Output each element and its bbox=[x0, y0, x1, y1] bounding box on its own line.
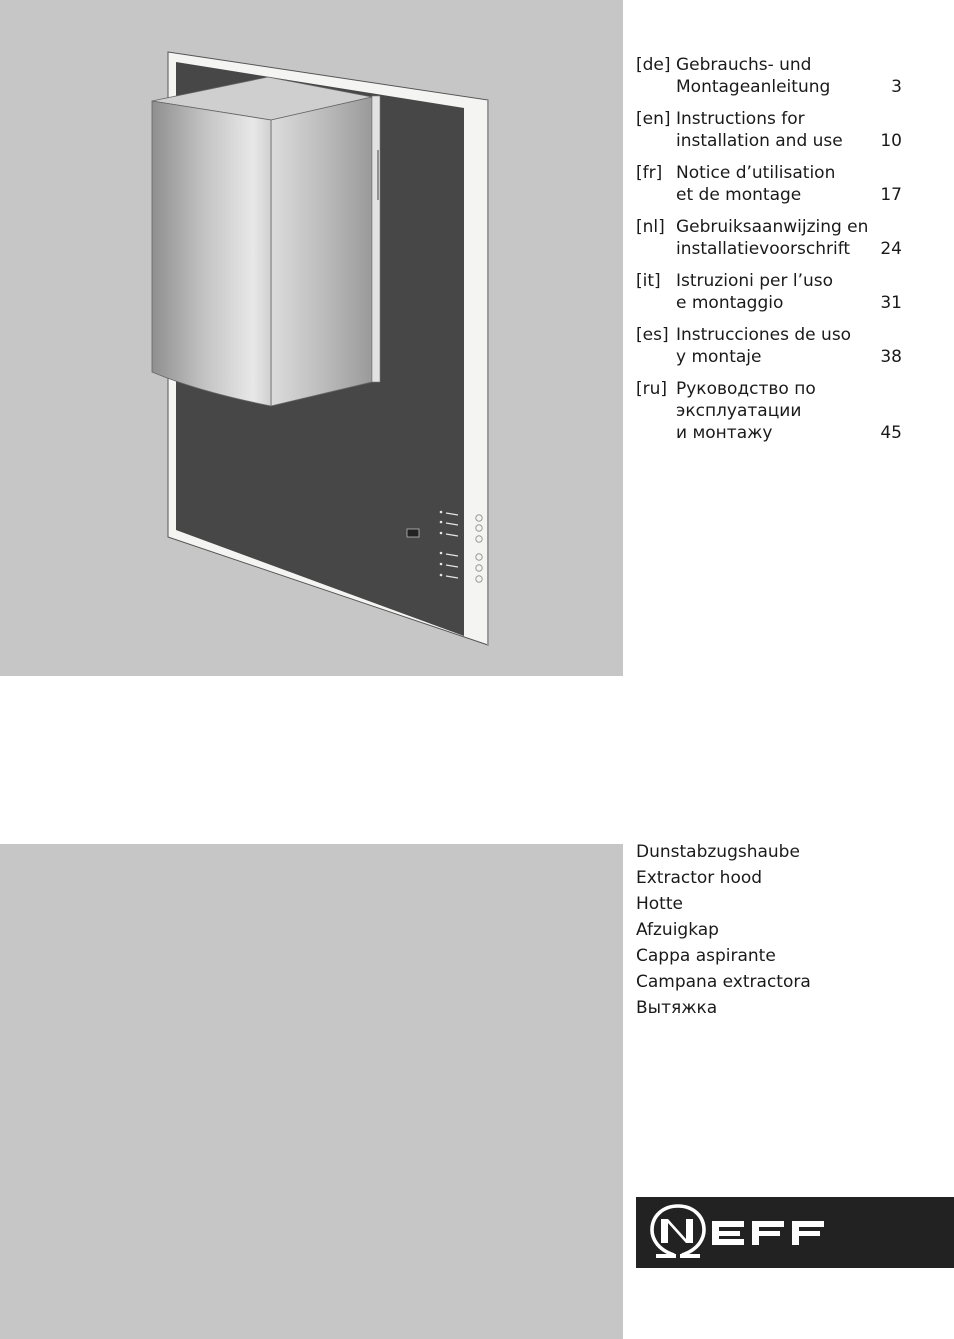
product-name-it: Cappa aspirante bbox=[636, 946, 776, 966]
toc-language-code: [en] bbox=[636, 109, 671, 129]
product-name-es: Campana extractora bbox=[636, 972, 811, 992]
toc-title-line: installatievoorschrift bbox=[676, 239, 851, 259]
toc-title-line: Istruzioni per l’uso bbox=[676, 271, 834, 291]
toc-language-code: [es] bbox=[636, 325, 669, 345]
toc-title-line: Gebrauchs- und bbox=[676, 55, 812, 75]
product-name-ru: Вытяжка bbox=[636, 998, 718, 1018]
toc-entry-es[interactable] bbox=[636, 324, 902, 368]
product-name-nl: Afzuigkap bbox=[636, 920, 719, 940]
toc-language-code: [it] bbox=[636, 271, 661, 291]
product-name-en: Extractor hood bbox=[636, 868, 763, 888]
toc-title-line: Montageanleitung bbox=[676, 77, 831, 97]
toc-page-number: 38 bbox=[880, 347, 902, 367]
toc-title-line: y montaje bbox=[676, 347, 762, 367]
toc-title-line: Gebruiksaanwijzing en bbox=[676, 217, 869, 237]
toc-title-line: e montaggio bbox=[676, 293, 784, 313]
brand-bar bbox=[636, 1197, 954, 1268]
toc-title-line: Руководство по bbox=[676, 379, 816, 399]
toc-title-line: et de montage bbox=[676, 185, 802, 205]
toc-page-number: 45 bbox=[880, 423, 902, 443]
toc-entry-de[interactable] bbox=[636, 54, 902, 98]
toc-title-line: Notice d’utilisation bbox=[676, 163, 836, 183]
toc-title-line: Instructions for bbox=[676, 109, 805, 129]
toc-entry-it[interactable] bbox=[636, 270, 902, 314]
toc-language-code: [fr] bbox=[636, 163, 663, 183]
table-of-contents bbox=[636, 54, 902, 454]
toc-page-number: 31 bbox=[880, 293, 902, 313]
toc-title-line: Instrucciones de uso bbox=[676, 325, 852, 345]
toc-entry-nl[interactable] bbox=[636, 216, 902, 260]
product-name-list bbox=[636, 839, 811, 1021]
toc-page-number: 24 bbox=[880, 239, 902, 259]
toc-page-number: 17 bbox=[880, 185, 902, 205]
neff-logo-icon bbox=[646, 1201, 846, 1263]
toc-title-line: installation and use bbox=[676, 131, 843, 151]
extractor-hood-illustration-icon bbox=[140, 45, 500, 655]
bottom-gray-panel bbox=[0, 844, 623, 1339]
product-name-fr: Hotte bbox=[636, 894, 683, 914]
toc-page-number: 10 bbox=[880, 131, 902, 151]
toc-language-code: [nl] bbox=[636, 217, 665, 237]
toc-entry-fr[interactable] bbox=[636, 162, 902, 206]
toc-page-number: 3 bbox=[891, 77, 902, 97]
toc-entry-en[interactable] bbox=[636, 108, 902, 152]
top-gray-panel bbox=[0, 0, 623, 676]
toc-language-code: [de] bbox=[636, 55, 671, 75]
toc-language-code: [ru] bbox=[636, 379, 668, 399]
toc-entry-ru[interactable] bbox=[636, 378, 902, 444]
product-name-de: Dunstabzugshaube bbox=[636, 842, 800, 862]
toc-title-line: и монтажу bbox=[676, 423, 773, 443]
toc-title-line: эксплуатации bbox=[676, 401, 802, 421]
